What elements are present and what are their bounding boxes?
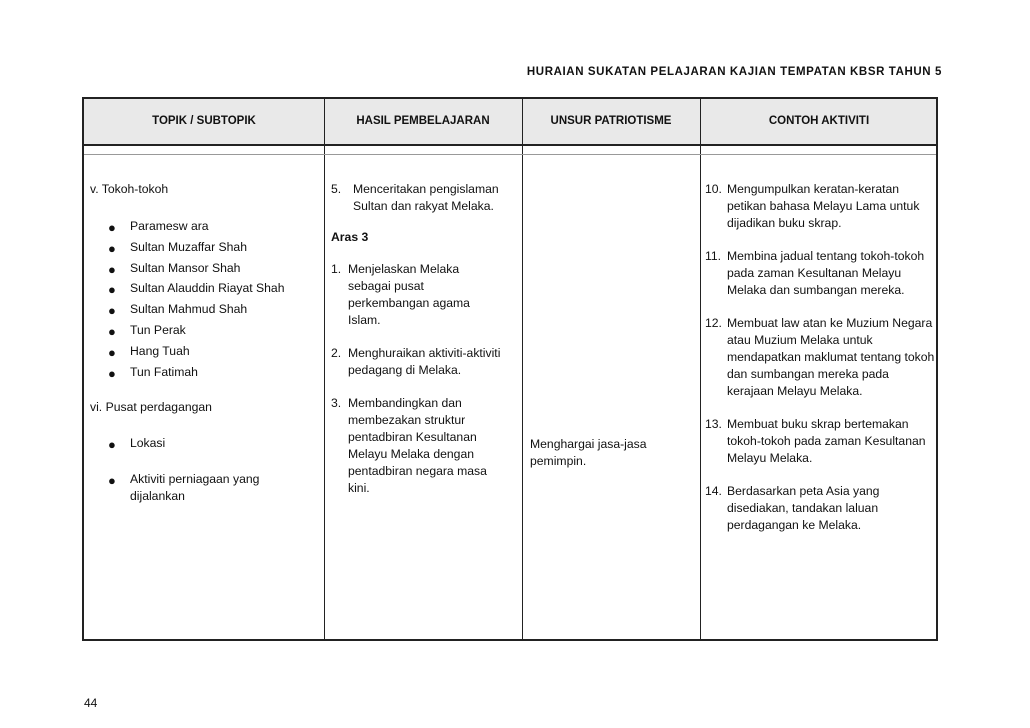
page-number: 44 <box>84 696 98 710</box>
list-item <box>90 364 316 381</box>
section-vi-heading: vi. Pusat perdagangan <box>90 399 212 414</box>
outcome-text: Membandingkan dan membezakan struktur pentadbiran Kesultanan Melayu Melaka dengan pentadbiran negara masa kini. <box>348 396 487 495</box>
patriotism-element: Menghargai jasa-jasa pemimpin. <box>530 437 647 468</box>
list-item-text: Sultan Alauddin Riayat Shah <box>130 281 285 296</box>
hasil-column <box>331 181 516 497</box>
bullet-icon: ● <box>108 240 116 256</box>
list-item-text: Paramesw ara <box>130 219 209 233</box>
list-item <box>90 239 316 256</box>
outcome-number: 3. <box>331 396 342 410</box>
header-rule <box>84 154 936 155</box>
list-item <box>90 260 316 277</box>
list-item-text: Lokasi <box>130 435 166 450</box>
bullet-icon: ● <box>108 472 116 488</box>
activity-item <box>705 181 935 232</box>
column-divider <box>324 99 325 639</box>
bullet-icon: ● <box>108 282 116 298</box>
outcome-text: Menjelaskan Melaka sebagai pusat perkembangan agama Islam. <box>348 262 470 327</box>
activity-item <box>705 483 927 534</box>
learning-outcome <box>331 261 488 329</box>
list-item-text: Aktiviti perniagaan yang dijalankan <box>130 471 260 503</box>
section-v-heading: v. Tokoh-tokoh <box>90 182 169 196</box>
outcome-text: Menghuraikan aktiviti-aktiviti pedagang di Melaka. <box>348 346 501 377</box>
bullet-icon: ● <box>108 261 116 277</box>
column-header-hasil: HASIL PEMBELAJARAN <box>356 115 490 127</box>
list-item <box>90 218 316 235</box>
bullet-icon: ● <box>108 323 116 339</box>
activity-text: Berdasarkan peta Asia yang disediakan, tandakan laluan perdagangan ke Melaka. <box>727 484 880 532</box>
table-header-row <box>84 99 936 146</box>
activity-text: Mengumpulkan keratan-keratan petikan bahasa Melayu Lama untuk dijadikan buku skrap. <box>727 182 920 230</box>
outcome-text: Menceritakan pengislaman Sultan dan rakyat Melaka. <box>353 182 499 213</box>
list-item-text: Tun Perak <box>130 322 186 337</box>
column-divider <box>522 99 523 639</box>
topik-column <box>90 181 316 505</box>
activity-number: 11. <box>705 249 722 263</box>
activity-number: 10. <box>705 182 722 196</box>
list-item-text: Sultan Muzaffar Shah <box>130 239 247 254</box>
bullet-icon: ● <box>108 220 116 235</box>
list-item <box>90 435 316 452</box>
syllabus-table <box>82 97 938 641</box>
level-heading: Aras 3 <box>331 230 369 244</box>
list-item-text: Sultan Mansor Shah <box>130 260 241 275</box>
outcome-number: 2. <box>331 346 342 360</box>
column-header-contoh: CONTOH AKTIVITI <box>768 115 870 127</box>
unsur-column <box>530 436 670 470</box>
learning-outcome <box>331 345 516 379</box>
bullet-icon: ● <box>108 344 116 360</box>
column-header-unsur: UNSUR PATRIOTISME <box>550 115 672 127</box>
bullet-icon: ● <box>108 436 116 452</box>
activity-number: 13. <box>705 417 722 431</box>
list-item <box>90 301 316 318</box>
list-item <box>90 343 316 360</box>
activity-text: Membina jadual tentang tokoh-tokoh pada zaman Kesultanan Melayu Melaka dan sumbangan mereka. <box>727 249 925 297</box>
activity-item <box>705 248 935 299</box>
learning-outcome <box>331 395 508 497</box>
column-divider <box>700 99 701 639</box>
list-item-text: Sultan Mahmud Shah <box>130 302 248 317</box>
bullet-icon: ● <box>108 303 116 319</box>
list-item-text: Hang Tuah <box>130 343 190 358</box>
contoh-column <box>705 181 935 534</box>
learning-outcome <box>331 181 516 215</box>
activity-number: 12. <box>705 316 722 330</box>
list-item <box>90 471 280 505</box>
outcome-number: 5. <box>331 182 342 196</box>
bullet-icon: ● <box>108 365 116 381</box>
list-item <box>90 280 316 297</box>
list-item <box>90 322 316 339</box>
activity-text: Membuat buku skrap bertemakan tokoh-tokoh pada zaman Kesultanan Melayu Melaka. <box>727 417 926 465</box>
activity-number: 14. <box>705 484 722 498</box>
activity-item <box>705 416 935 467</box>
column-header-topik: TOPIK / SUBTOPIK <box>152 115 256 127</box>
activity-text: Membuat law atan ke Muzium Negara atau Muzium Melaka untuk mendapatkan maklumat tentang tokoh dan sumbangan mereka pada kerajaan Melayu Melaka. <box>727 316 935 398</box>
outcome-number: 1. <box>331 262 342 276</box>
list-item-text: Tun Fatimah <box>130 364 198 379</box>
activity-item <box>705 315 935 400</box>
running-header: HURAIAN SUKATAN PELAJARAN KAJIAN TEMPATAN KBSR TAHUN 5 <box>526 66 942 78</box>
